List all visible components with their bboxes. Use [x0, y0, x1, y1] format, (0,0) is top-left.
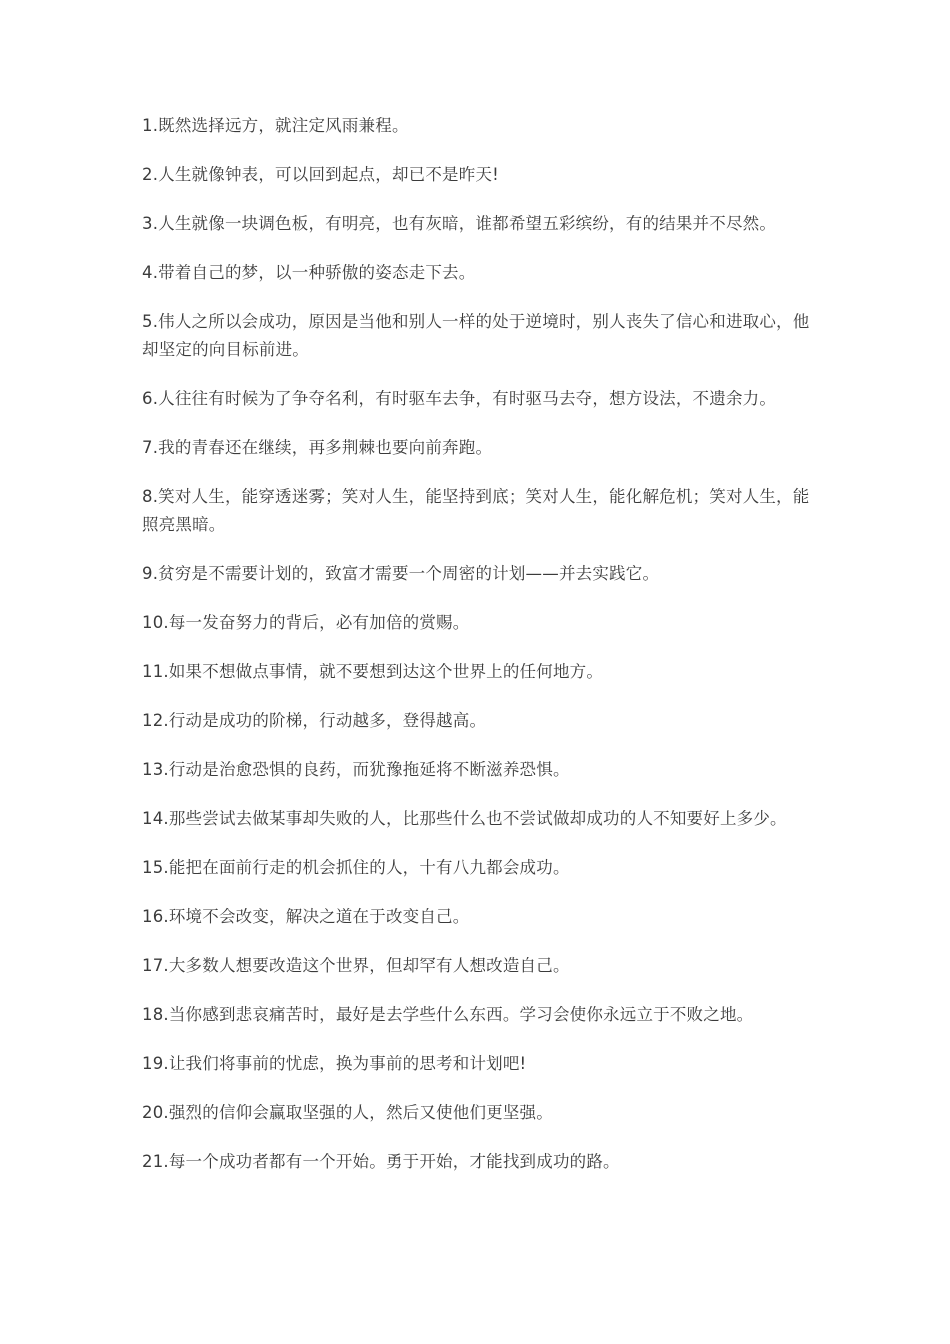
list-item: 14.那些尝试去做某事却失败的人，比那些什么也不尝试做却成功的人不知要好上多少。: [142, 809, 787, 828]
list-item: 8.笑对人生，能穿透迷雾；笑对人生，能坚持到底；笑对人生，能化解危机；笑对人生，能照亮黑暗。: [142, 487, 810, 534]
list-item: 12.行动是成功的阶梯，行动越多，登得越高。: [142, 711, 487, 730]
list-item: 2.人生就像钟表，可以回到起点，却已不是昨天!: [142, 165, 499, 184]
list-item: 5.伟人之所以会成功，原因是当他和别人一样的处于逆境时，别人丧失了信心和进取心，他却坚定的向目标前进。: [142, 312, 810, 359]
list-item: 3.人生就像一块调色板，有明亮，也有灰暗，谁都希望五彩缤纷，有的结果并不尽然。: [142, 214, 777, 233]
list-item: 10.每一发奋努力的背后，必有加倍的赏赐。: [142, 613, 470, 632]
list-item: 20.强烈的信仰会赢取坚强的人，然后又使他们更坚强。: [142, 1103, 553, 1122]
list-item: 16.环境不会改变，解决之道在于改变自己。: [142, 907, 470, 926]
list-item: 1.既然选择远方，就注定风雨兼程。: [142, 116, 409, 135]
list-item: 4.带着自己的梦，以一种骄傲的姿态走下去。: [142, 263, 476, 282]
list-item: 7.我的青春还在继续，再多荆棘也要向前奔跑。: [142, 438, 493, 457]
list-item: 6.人往往有时候为了争夺名利，有时驱车去争，有时驱马去夺，想方设法，不遗余力。: [142, 389, 777, 408]
list-item: 15.能把在面前行走的机会抓住的人，十有八九都会成功。: [142, 858, 570, 877]
list-item: 17.大多数人想要改造这个世界，但却罕有人想改造自己。: [142, 956, 570, 975]
quote-list: [142, 112, 812, 1176]
list-item: 18.当你感到悲哀痛苦时，最好是去学些什么东西。学习会使你永远立于不败之地。: [142, 1005, 754, 1024]
list-item: 13.行动是治愈恐惧的良药，而犹豫拖延将不断滋养恐惧。: [142, 760, 570, 779]
list-item: 21.每一个成功者都有一个开始。勇于开始，才能找到成功的路。: [142, 1152, 620, 1171]
list-item: 11.如果不想做点事情，就不要想到达这个世界上的任何地方。: [142, 662, 604, 681]
list-item: 9.贫穷是不需要计划的，致富才需要一个周密的计划——并去实践它。: [142, 564, 660, 583]
list-item: 19.让我们将事前的忧虑，换为事前的思考和计划吧!: [142, 1054, 527, 1073]
